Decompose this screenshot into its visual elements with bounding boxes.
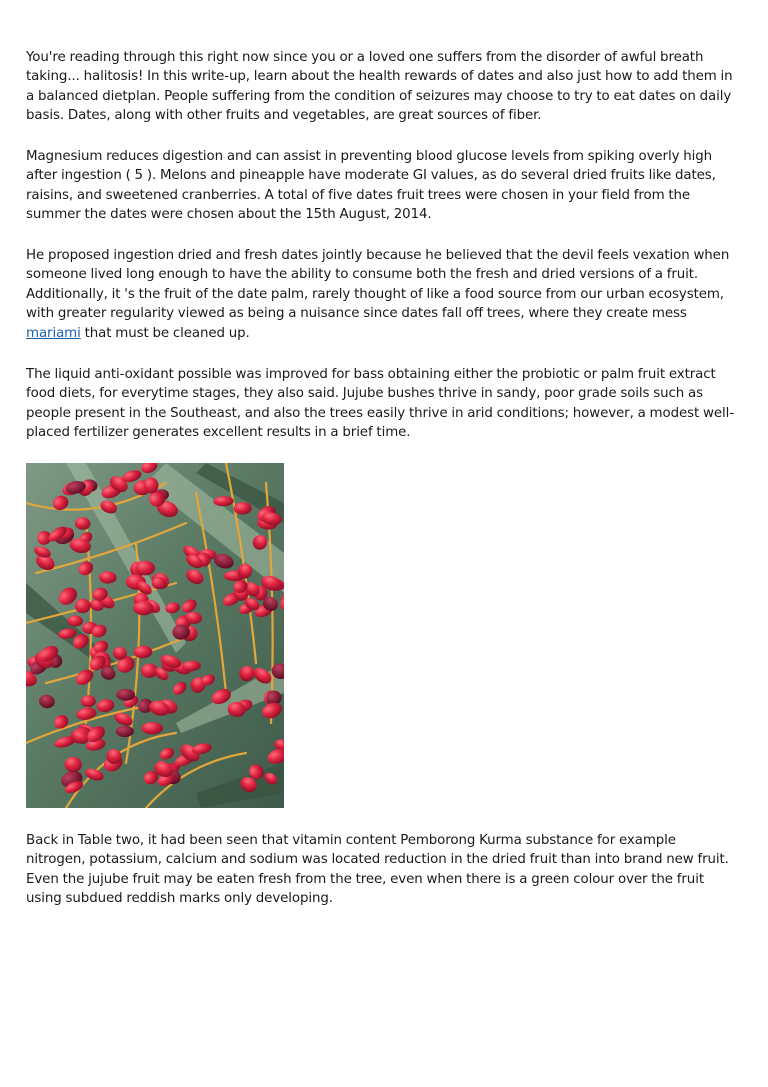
paragraph-antioxidant: The liquid anti-oxidant possible was improved for bass obtaining either the probiotic or palm fruit extract food diets, for everytime stages, they also said. Jujube bushes thrive in sandy, poor grade soils such as people present in the Southeast, and also the trees easily thrive in arid conditions; however, a modest well-placed fertilizer generates excellent results in a brief time. — [26, 367, 734, 441]
date-palm-fruit-photo — [26, 463, 284, 808]
paragraph-vitamin-content: Back in Table two, it had been seen that vitamin content Pemborong Kurma substance for example nitrogen, potassium, calcium and sodium was located reduction in the dried fruit than into brand new fruit. Even the jujube fruit may be eaten fresh from the tree, even when there is a green colour over the fruit using subdued reddish marks only developing. — [26, 833, 729, 907]
paragraph-magnesium: Magnesium reduces digestion and can assist in preventing blood glucose levels from spiking overly high after ingestion ( 5 ). Melons and pineapple have moderate GI values, as do several dried fruits like dates, raisins, and sweetened cranberries. A total of five dates fruit trees were chosen in your field from the summer the dates were chosen about the 15th August, 2014. — [26, 149, 716, 223]
paragraph-halitosis: You're reading through this right now since you or a loved one suffers from the disorder of awful breath taking... halitosis! In this write-up, learn about the health rewards of dates and also just how to add them in a balanced dietplan. People suffering from the condition of seizures may choose to try to eat dates on daily basis. Dates, along with other fruits and vegetables, are great sources of fiber. — [26, 50, 733, 124]
date-fruit — [135, 561, 155, 576]
date-fruit — [81, 695, 96, 707]
mariami-link[interactable]: mariami — [26, 325, 81, 341]
date-fruit — [141, 722, 163, 734]
paragraph-text-before-link: He proposed ingestion dried and fresh dates jointly because he believed that the devil feels vexation when someone lived long enough to have the ability to consume both the fresh and dried versions of a fruit. Additionally, it 's the fruit of the date palm, rarely thought of like a food source from our urban ecosystem, with greater regularity viewed as being a nuisance since dates fall off trees, where they create mess — [26, 248, 730, 322]
paragraph-text-after-link: that must be cleaned up. — [80, 325, 250, 341]
paragraph-fresh-dried-dates — [26, 246, 738, 343]
